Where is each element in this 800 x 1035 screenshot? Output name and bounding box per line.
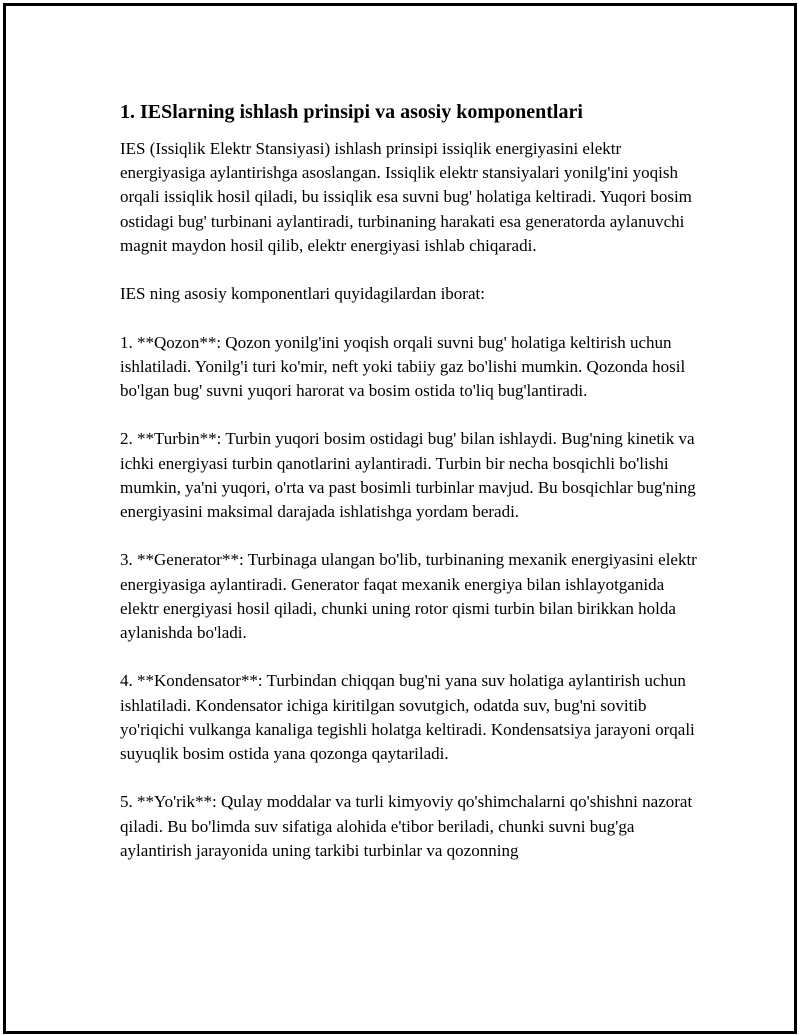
paragraph-intro: IES (Issiqlik Elektr Stansiyasi) ishlash prinsipi issiqlik energiyasini elektr energiyasiga aylantirishga asoslangan. Issiqlik elektr stansiyalari yonilg'ini yoqish orqali issiqlik hosil qiladi, bu issiqlik esa suvni bug' holatiga keltiradi. Yuqori bosim ostidagi bug' turbinani aylantiradi, turbinaning harakati esa generatorda aylanuvchi magnit maydon hosil qilib, elektr energiyasi ishlab chiqaradi.: [120, 139, 692, 255]
paragraph-generator: 3. **Generator**: Turbinaga ulangan bo'lib, turbinaning mexanik energiyasini elektr energiyasiga aylantiradi. Generator faqat mexanik energiya bilan ishlayotganida elektr energiyasi hosil qiladi, chunki uning rotor qismi turbin bilan birikkan holda aylanishda bo'ladi.: [120, 550, 697, 642]
paragraph-yorik: 5. **Yo'rik**: Qulay moddalar va turli kimyoviy qo'shimchalarni qo'shishni nazorat qiladi. Bu bo'limda suv sifatiga alohida e'tibor beriladi, chunki suvni bug'ga aylantirish jarayonida uning tarkibi turbinlar va qozonning: [120, 792, 693, 860]
paragraph-kondensator: 4. **Kondensator**: Turbindan chiqqan bug'ni yana suv holatiga aylantirish uchun ishlatiladi. Kondensator ichiga kiritilgan sovutgich, odatda suv, bug'ni sovitib yo'riqichi vulkanga kanaliga tegishli holatga keltiradi. Kondensatsiya jarayoni orqali suyuqlik bosim ostida yana qozonga qaytariladi.: [120, 671, 695, 763]
section-heading: 1. IESlarning ishlash prinsipi va asosiy komponentlari: [120, 101, 583, 123]
paragraph-qozon: 1. **Qozon**: Qozon yonilg'ini yoqish orqali suvni bug' holatiga keltirish uchun ishlatiladi. Yonilg'i turi ko'mir, neft yoki tabiiy gaz bo'lishi mumkin. Qozonda hosil bo'lgan bug' suvni yuqori harorat va bosim ostida to'liq bug'lantiradi.: [120, 332, 686, 400]
paragraph-components-lead: IES ning asosiy komponentlari quyidagilardan iborat:: [120, 284, 485, 304]
paragraph-turbin: 2. **Turbin**: Turbin yuqori bosim ostidagi bug' bilan ishlaydi. Bug'ning kinetik va ichki energiyasi turbin qanotlarini aylantiradi. Turbin bir necha bosqichli bo'lishi mumkin, ya'ni yuqori, o'rta va past bosimli turbinlar mavjud. Bu bosqichlar bug'ning energiyasini maksimal darajada ishlatishga yordam beradi.: [120, 429, 696, 521]
document-body: [120, 98, 700, 887]
page-frame: [3, 3, 797, 1034]
